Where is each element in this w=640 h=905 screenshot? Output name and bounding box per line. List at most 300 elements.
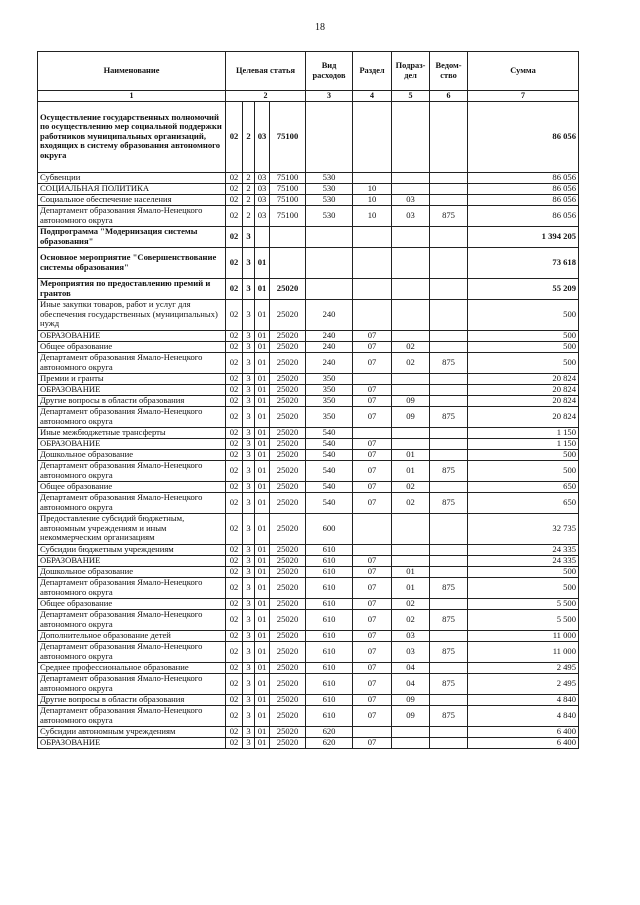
cell-expense-type: 610 xyxy=(306,705,353,726)
cell-amount: 1 394 205 xyxy=(468,226,579,247)
cell-department xyxy=(430,694,468,705)
table-row xyxy=(38,513,579,544)
table-row xyxy=(38,662,579,673)
cell-expense-type: 540 xyxy=(306,427,353,438)
cell-amount: 24 335 xyxy=(468,555,579,566)
cell-amount: 4 840 xyxy=(468,694,579,705)
cell-department xyxy=(430,481,468,492)
cell-subprogram-code: 3 xyxy=(243,555,255,566)
cell-department: 875 xyxy=(430,460,468,481)
cell-direction-code: 25020 xyxy=(270,705,306,726)
cell-group-code: 01 xyxy=(255,352,270,373)
cell-group-code: 01 xyxy=(255,492,270,513)
cell-expense-type: 530 xyxy=(306,183,353,194)
cell-program-code: 02 xyxy=(226,630,243,641)
cell-subsection xyxy=(392,172,430,183)
cell-subsection: 01 xyxy=(392,577,430,598)
cell-department xyxy=(430,726,468,737)
cell-department xyxy=(430,299,468,330)
cell-expense-type: 540 xyxy=(306,438,353,449)
cell-department xyxy=(430,544,468,555)
cell-subsection xyxy=(392,513,430,544)
cell-direction-code: 25020 xyxy=(270,513,306,544)
cell-department: 875 xyxy=(430,406,468,427)
cell-group-code: 01 xyxy=(255,566,270,577)
cell-direction-code: 25020 xyxy=(270,673,306,694)
cell-expense-type: 610 xyxy=(306,555,353,566)
cell-program-code: 02 xyxy=(226,406,243,427)
cell-program-code: 02 xyxy=(226,330,243,341)
cell-subsection xyxy=(392,544,430,555)
cell-program-code: 02 xyxy=(226,395,243,406)
cell-section: 07 xyxy=(353,460,392,481)
table-row xyxy=(38,352,579,373)
cell-department xyxy=(430,395,468,406)
cell-group-code: 01 xyxy=(255,726,270,737)
cell-expense-type: 610 xyxy=(306,662,353,673)
cell-program-code: 02 xyxy=(226,384,243,395)
cell-subprogram-code: 3 xyxy=(243,598,255,609)
cell-row-name: Департамент образования Ямало-Ненецкого автономного округа xyxy=(38,406,226,427)
cell-amount: 1 150 xyxy=(468,438,579,449)
cell-section: 10 xyxy=(353,194,392,205)
cell-subsection xyxy=(392,183,430,194)
cell-section: 07 xyxy=(353,673,392,694)
cell-amount: 500 xyxy=(468,330,579,341)
cell-department xyxy=(430,449,468,460)
cell-subsection xyxy=(392,299,430,330)
cell-program-code: 02 xyxy=(226,278,243,299)
table-row xyxy=(38,544,579,555)
cell-expense-type: 540 xyxy=(306,492,353,513)
cell-section xyxy=(353,226,392,247)
cell-program-code: 02 xyxy=(226,101,243,172)
cell-direction-code: 75100 xyxy=(270,183,306,194)
cell-program-code: 02 xyxy=(226,577,243,598)
cell-section: 07 xyxy=(353,630,392,641)
cell-section: 07 xyxy=(353,481,392,492)
cell-subsection: 02 xyxy=(392,598,430,609)
cell-program-code: 02 xyxy=(226,226,243,247)
cell-direction-code: 25020 xyxy=(270,662,306,673)
cell-section xyxy=(353,299,392,330)
cell-direction-code: 75100 xyxy=(270,194,306,205)
cell-expense-type: 350 xyxy=(306,406,353,427)
table-row xyxy=(38,101,579,172)
cell-subprogram-code: 3 xyxy=(243,630,255,641)
cell-section: 10 xyxy=(353,205,392,226)
cell-department: 875 xyxy=(430,492,468,513)
cell-group-code: 01 xyxy=(255,513,270,544)
cell-section: 07 xyxy=(353,737,392,748)
cell-subsection xyxy=(392,427,430,438)
cell-amount: 86 056 xyxy=(468,183,579,194)
cell-subsection xyxy=(392,226,430,247)
cell-expense-type: 610 xyxy=(306,630,353,641)
cell-section: 07 xyxy=(353,694,392,705)
cell-subprogram-code: 3 xyxy=(243,577,255,598)
cell-amount: 6 400 xyxy=(468,737,579,748)
cell-subprogram-code: 3 xyxy=(243,641,255,662)
cell-section: 07 xyxy=(353,609,392,630)
cell-program-code: 02 xyxy=(226,172,243,183)
cell-group-code: 01 xyxy=(255,609,270,630)
cell-row-name: Другие вопросы в области образования xyxy=(38,395,226,406)
cell-subprogram-code: 3 xyxy=(243,737,255,748)
cell-row-name: ОБРАЗОВАНИЕ xyxy=(38,384,226,395)
cell-expense-type: 240 xyxy=(306,330,353,341)
cell-expense-type: 530 xyxy=(306,205,353,226)
cell-subprogram-code: 3 xyxy=(243,566,255,577)
cell-group-code: 01 xyxy=(255,630,270,641)
cell-direction-code: 25020 xyxy=(270,492,306,513)
cell-direction-code: 25020 xyxy=(270,481,306,492)
cell-expense-type: 240 xyxy=(306,352,353,373)
cell-program-code: 02 xyxy=(226,609,243,630)
cell-subprogram-code: 3 xyxy=(243,341,255,352)
cell-program-code: 02 xyxy=(226,183,243,194)
cell-group-code: 01 xyxy=(255,705,270,726)
cell-department xyxy=(430,341,468,352)
cell-direction-code: 25020 xyxy=(270,641,306,662)
cell-program-code: 02 xyxy=(226,247,243,278)
cell-direction-code: 25020 xyxy=(270,737,306,748)
table-row xyxy=(38,226,579,247)
cell-department xyxy=(430,427,468,438)
cell-section xyxy=(353,278,392,299)
cell-amount: 2 495 xyxy=(468,662,579,673)
cell-amount: 2 495 xyxy=(468,673,579,694)
cell-amount: 5 500 xyxy=(468,609,579,630)
cell-expense-type: 610 xyxy=(306,577,353,598)
header-num-subsection: 5 xyxy=(392,91,430,102)
cell-subprogram-code: 3 xyxy=(243,384,255,395)
cell-expense-type xyxy=(306,226,353,247)
cell-subprogram-code: 3 xyxy=(243,395,255,406)
table-row xyxy=(38,673,579,694)
cell-expense-type: 350 xyxy=(306,373,353,384)
cell-group-code: 01 xyxy=(255,373,270,384)
cell-amount: 500 xyxy=(468,299,579,330)
cell-amount: 5 500 xyxy=(468,598,579,609)
cell-direction-code xyxy=(270,226,306,247)
cell-section xyxy=(353,247,392,278)
cell-subsection: 09 xyxy=(392,694,430,705)
header-name: Наименование xyxy=(38,52,226,91)
cell-direction-code: 25020 xyxy=(270,544,306,555)
header-num-amount: 7 xyxy=(468,91,579,102)
cell-subsection xyxy=(392,373,430,384)
cell-subprogram-code: 3 xyxy=(243,694,255,705)
cell-department xyxy=(430,384,468,395)
cell-group-code: 01 xyxy=(255,278,270,299)
cell-section: 07 xyxy=(353,341,392,352)
cell-row-name: Общее образование xyxy=(38,481,226,492)
cell-row-name: ОБРАЗОВАНИЕ xyxy=(38,737,226,748)
cell-amount: 20 824 xyxy=(468,384,579,395)
table-row xyxy=(38,460,579,481)
cell-row-name: Основное мероприятие "Совершенствование системы образования" xyxy=(38,247,226,278)
cell-row-name: Дошкольное образование xyxy=(38,566,226,577)
table-row xyxy=(38,641,579,662)
cell-direction-code: 75100 xyxy=(270,172,306,183)
table-row xyxy=(38,630,579,641)
cell-group-code: 03 xyxy=(255,183,270,194)
cell-section: 07 xyxy=(353,352,392,373)
cell-subsection xyxy=(392,101,430,172)
cell-expense-type: 610 xyxy=(306,609,353,630)
table-row xyxy=(38,373,579,384)
cell-amount: 86 056 xyxy=(468,205,579,226)
cell-row-name: Другие вопросы в области образования xyxy=(38,694,226,705)
cell-program-code: 02 xyxy=(226,352,243,373)
cell-section: 07 xyxy=(353,662,392,673)
cell-subprogram-code: 2 xyxy=(243,183,255,194)
cell-program-code: 02 xyxy=(226,566,243,577)
cell-subsection xyxy=(392,555,430,566)
cell-subsection: 03 xyxy=(392,205,430,226)
cell-section: 07 xyxy=(353,492,392,513)
table-row xyxy=(38,492,579,513)
cell-row-name: ОБРАЗОВАНИЕ xyxy=(38,330,226,341)
cell-amount: 4 840 xyxy=(468,705,579,726)
cell-group-code: 01 xyxy=(255,544,270,555)
cell-section xyxy=(353,427,392,438)
table-row xyxy=(38,194,579,205)
cell-section: 07 xyxy=(353,566,392,577)
cell-amount: 73 618 xyxy=(468,247,579,278)
cell-subsection xyxy=(392,278,430,299)
cell-program-code: 02 xyxy=(226,492,243,513)
cell-group-code: 01 xyxy=(255,449,270,460)
cell-subprogram-code: 3 xyxy=(243,609,255,630)
cell-amount: 86 056 xyxy=(468,194,579,205)
cell-department xyxy=(430,183,468,194)
cell-subprogram-code: 3 xyxy=(243,705,255,726)
cell-subprogram-code: 3 xyxy=(243,406,255,427)
cell-subprogram-code: 3 xyxy=(243,449,255,460)
cell-row-name: ОБРАЗОВАНИЕ xyxy=(38,555,226,566)
cell-group-code: 01 xyxy=(255,641,270,662)
cell-row-name: Департамент образования Ямало-Ненецкого автономного округа xyxy=(38,609,226,630)
cell-subprogram-code: 3 xyxy=(243,513,255,544)
cell-expense-type: 620 xyxy=(306,726,353,737)
cell-program-code: 02 xyxy=(226,449,243,460)
cell-subsection: 02 xyxy=(392,341,430,352)
cell-expense-type: 350 xyxy=(306,395,353,406)
cell-direction-code: 25020 xyxy=(270,460,306,481)
cell-group-code: 01 xyxy=(255,341,270,352)
cell-section: 07 xyxy=(353,384,392,395)
cell-group-code: 03 xyxy=(255,194,270,205)
cell-expense-type: 530 xyxy=(306,194,353,205)
header-num-name: 1 xyxy=(38,91,226,102)
cell-direction-code: 25020 xyxy=(270,630,306,641)
cell-expense-type xyxy=(306,278,353,299)
cell-department xyxy=(430,662,468,673)
cell-program-code: 02 xyxy=(226,205,243,226)
cell-program-code: 02 xyxy=(226,726,243,737)
table-row xyxy=(38,598,579,609)
cell-row-name: Подпрограмма "Модернизация системы образования" xyxy=(38,226,226,247)
cell-direction-code: 25020 xyxy=(270,341,306,352)
cell-group-code xyxy=(255,226,270,247)
cell-program-code: 02 xyxy=(226,194,243,205)
cell-subsection: 03 xyxy=(392,630,430,641)
cell-section: 07 xyxy=(353,330,392,341)
table-row xyxy=(38,247,579,278)
cell-program-code: 02 xyxy=(226,673,243,694)
cell-department: 875 xyxy=(430,705,468,726)
cell-subsection xyxy=(392,726,430,737)
cell-subprogram-code: 2 xyxy=(243,101,255,172)
cell-subprogram-code: 2 xyxy=(243,172,255,183)
table-row xyxy=(38,299,579,330)
cell-direction-code: 25020 xyxy=(270,438,306,449)
cell-row-name: Департамент образования Ямало-Ненецкого автономного округа xyxy=(38,492,226,513)
cell-department xyxy=(430,737,468,748)
cell-department: 875 xyxy=(430,205,468,226)
cell-program-code: 02 xyxy=(226,641,243,662)
cell-expense-type: 610 xyxy=(306,566,353,577)
cell-subsection: 02 xyxy=(392,609,430,630)
cell-program-code: 02 xyxy=(226,460,243,481)
cell-direction-code: 25020 xyxy=(270,384,306,395)
table-row xyxy=(38,395,579,406)
cell-expense-type: 240 xyxy=(306,341,353,352)
cell-program-code: 02 xyxy=(226,598,243,609)
cell-row-name: Иные межбюджетные трансферты xyxy=(38,427,226,438)
cell-expense-type: 350 xyxy=(306,384,353,395)
cell-direction-code: 25020 xyxy=(270,330,306,341)
cell-expense-type: 530 xyxy=(306,172,353,183)
budget-table xyxy=(37,51,579,749)
cell-department xyxy=(430,513,468,544)
header-num-target: 2 xyxy=(226,91,306,102)
cell-row-name: Департамент образования Ямало-Ненецкого автономного округа xyxy=(38,705,226,726)
cell-program-code: 02 xyxy=(226,544,243,555)
cell-department xyxy=(430,598,468,609)
header-subsection: Подраз-дел xyxy=(392,52,430,91)
cell-direction-code: 25020 xyxy=(270,694,306,705)
cell-subprogram-code: 3 xyxy=(243,544,255,555)
cell-group-code: 03 xyxy=(255,205,270,226)
cell-direction-code: 25020 xyxy=(270,278,306,299)
table-row xyxy=(38,609,579,630)
cell-department xyxy=(430,330,468,341)
header-expense-type: Вид расходов xyxy=(306,52,353,91)
cell-row-name: Дополнительное образование детей xyxy=(38,630,226,641)
cell-direction-code: 25020 xyxy=(270,555,306,566)
cell-group-code: 01 xyxy=(255,673,270,694)
cell-subsection: 03 xyxy=(392,641,430,662)
cell-direction-code: 25020 xyxy=(270,395,306,406)
cell-group-code: 01 xyxy=(255,662,270,673)
cell-subsection xyxy=(392,330,430,341)
cell-amount: 500 xyxy=(468,460,579,481)
cell-subsection: 03 xyxy=(392,194,430,205)
cell-row-name: Департамент образования Ямало-Ненецкого автономного округа xyxy=(38,673,226,694)
table-row xyxy=(38,726,579,737)
cell-group-code: 01 xyxy=(255,577,270,598)
cell-subprogram-code: 3 xyxy=(243,673,255,694)
cell-expense-type: 610 xyxy=(306,694,353,705)
cell-subprogram-code: 3 xyxy=(243,299,255,330)
cell-amount: 20 824 xyxy=(468,395,579,406)
cell-group-code: 01 xyxy=(255,598,270,609)
cell-row-name: Департамент образования Ямало-Ненецкого автономного округа xyxy=(38,352,226,373)
cell-row-name: Предоставление субсидий бюджетным, автономным учреждениям и иным некоммерческим организациям xyxy=(38,513,226,544)
cell-group-code: 01 xyxy=(255,438,270,449)
table-row xyxy=(38,449,579,460)
cell-expense-type: 620 xyxy=(306,737,353,748)
table-row xyxy=(38,694,579,705)
cell-subprogram-code: 3 xyxy=(243,438,255,449)
cell-program-code: 02 xyxy=(226,737,243,748)
cell-expense-type: 610 xyxy=(306,673,353,694)
cell-department: 875 xyxy=(430,352,468,373)
cell-amount: 20 824 xyxy=(468,373,579,384)
cell-row-name: Дошкольное образование xyxy=(38,449,226,460)
cell-row-name: Мероприятия по предоставлению премий и грантов xyxy=(38,278,226,299)
cell-subsection: 09 xyxy=(392,395,430,406)
cell-row-name: Иные закупки товаров, работ и услуг для обеспечения государственных (муниципальных) нужд xyxy=(38,299,226,330)
cell-expense-type: 240 xyxy=(306,299,353,330)
cell-program-code: 02 xyxy=(226,705,243,726)
cell-row-name: Департамент образования Ямало-Ненецкого автономного округа xyxy=(38,205,226,226)
cell-department: 875 xyxy=(430,609,468,630)
table-row xyxy=(38,406,579,427)
cell-expense-type: 540 xyxy=(306,460,353,481)
cell-department xyxy=(430,194,468,205)
cell-direction-code xyxy=(270,247,306,278)
cell-subsection: 04 xyxy=(392,662,430,673)
cell-amount: 32 735 xyxy=(468,513,579,544)
cell-department xyxy=(430,566,468,577)
cell-row-name: Премии и гранты xyxy=(38,373,226,384)
cell-group-code: 03 xyxy=(255,172,270,183)
cell-department: 875 xyxy=(430,577,468,598)
cell-section xyxy=(353,513,392,544)
cell-section: 07 xyxy=(353,406,392,427)
cell-department xyxy=(430,278,468,299)
table-row xyxy=(38,384,579,395)
cell-department: 875 xyxy=(430,673,468,694)
cell-row-name: Осуществление государственных полномочий по осуществлению мер социальной поддержки работников муниципальных организаций, входящих в систему образования автономного округа xyxy=(38,101,226,172)
cell-subprogram-code: 3 xyxy=(243,427,255,438)
table-row xyxy=(38,438,579,449)
cell-direction-code: 25020 xyxy=(270,352,306,373)
cell-direction-code: 25020 xyxy=(270,566,306,577)
cell-amount: 500 xyxy=(468,352,579,373)
cell-direction-code: 25020 xyxy=(270,299,306,330)
cell-section: 07 xyxy=(353,555,392,566)
header-num-section: 4 xyxy=(353,91,392,102)
cell-group-code: 01 xyxy=(255,247,270,278)
cell-program-code: 02 xyxy=(226,427,243,438)
table-body xyxy=(38,101,579,748)
cell-subsection xyxy=(392,737,430,748)
cell-row-name: СОЦИАЛЬНАЯ ПОЛИТИКА xyxy=(38,183,226,194)
cell-direction-code: 25020 xyxy=(270,406,306,427)
cell-direction-code: 25020 xyxy=(270,609,306,630)
cell-direction-code: 25020 xyxy=(270,577,306,598)
cell-department xyxy=(430,101,468,172)
cell-group-code: 01 xyxy=(255,694,270,705)
cell-expense-type xyxy=(306,247,353,278)
cell-direction-code: 75100 xyxy=(270,101,306,172)
cell-section: 07 xyxy=(353,705,392,726)
